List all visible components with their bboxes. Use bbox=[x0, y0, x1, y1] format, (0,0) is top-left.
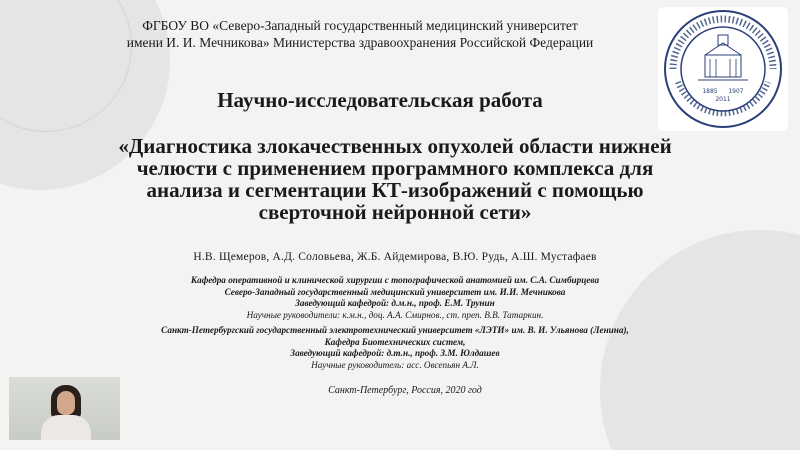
institution-line-1: ФГБОУ ВО «Северо-Западный государственный медицинский университет bbox=[142, 18, 578, 33]
scientific-advisors: Научные руководители: к.м.н., доц. А.А. Смирнов., ст. преп. В.В. Татаркин. bbox=[246, 309, 544, 320]
department-head: Заведующий кафедрой: д.м.н., проф. Е.М. Трунин bbox=[295, 298, 495, 308]
university-name: Санкт-Петербургский государственный электротехнический университет «ЛЭТИ» им. В. И. Ульянова (Ленина), bbox=[161, 325, 629, 335]
seal-year-bottom: 2011 bbox=[715, 96, 731, 103]
university-name: Северо-Западный государственный медицинский университет им. И.И. Мечникова bbox=[224, 286, 566, 297]
work-type-heading: Научно-исследовательская работа bbox=[217, 88, 543, 112]
seal-year-left: 1885 bbox=[702, 88, 718, 95]
seal-year-right: 1907 bbox=[728, 88, 744, 95]
slide-title-line: «Диагностика злокачественных опухолей области нижней bbox=[118, 134, 672, 158]
presenter-video-thumbnail[interactable] bbox=[9, 377, 120, 440]
scientific-advisors: Научные руководитель: асс. Овсепьян А.Л. bbox=[311, 359, 479, 370]
slide-title-line: анализа и сегментации КТ-изображений с помощью bbox=[146, 178, 644, 202]
slide-title bbox=[95, 135, 695, 223]
affiliation-medical bbox=[140, 275, 650, 321]
slide-title-line: сверточной нейронной сети» bbox=[258, 200, 532, 224]
place-and-year: Санкт-Петербург, Россия, 2020 год bbox=[328, 385, 482, 396]
department-head: Заведующий кафедрой: д.т.н., проф. З.М. Юлдашев bbox=[290, 348, 500, 358]
presenter-body bbox=[41, 415, 91, 440]
presenter-face bbox=[57, 391, 75, 415]
slide-title-line: челюсти с применением программного комплекса для bbox=[136, 156, 654, 180]
institution-line-2: имени И. И. Мечникова» Министерства здравоохранения Российской Федерации bbox=[126, 35, 594, 50]
authors-list: Н.В. Щемеров, А.Д. Соловьева, Ж.Б. Айдемирова, В.Ю. Рудь, А.Ш. Мустафаев bbox=[193, 251, 597, 263]
department-name: Кафедра оперативной и клинической хирургии с топографической анатомией им. С.А. Симбирцева bbox=[190, 275, 600, 285]
department-name: Кафедра Биотехнических систем, bbox=[324, 336, 466, 347]
affiliation-technical bbox=[140, 325, 650, 371]
